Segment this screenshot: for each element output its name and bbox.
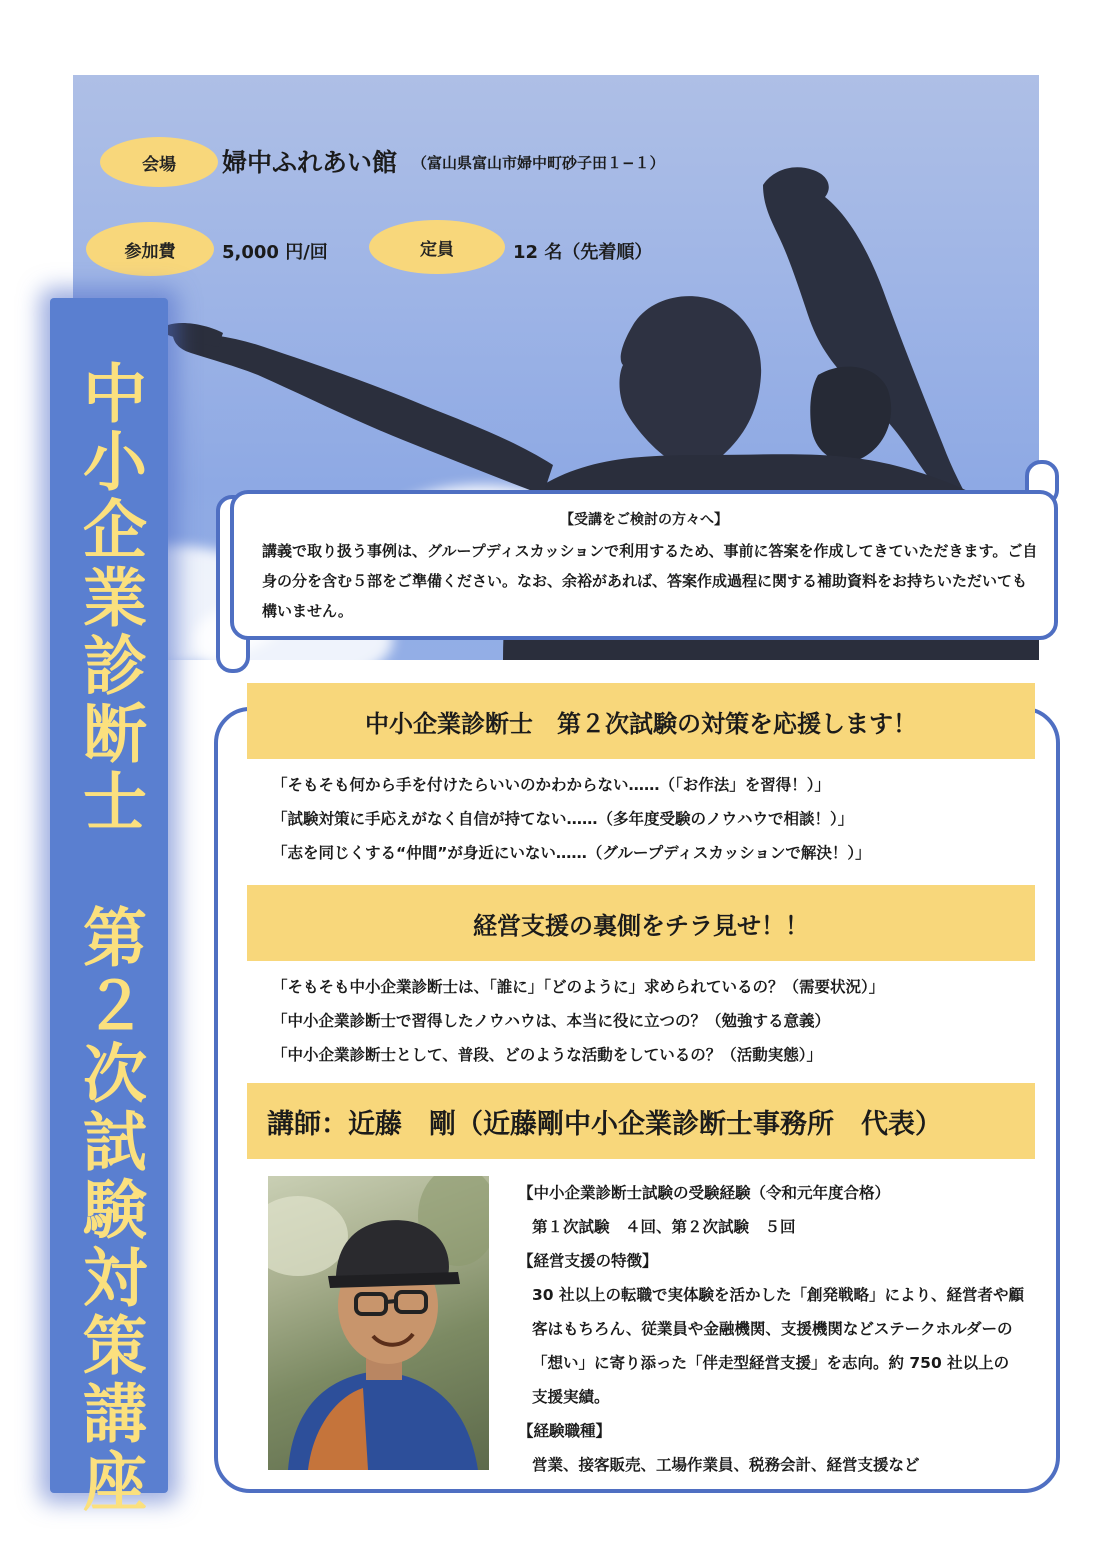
job-experience-heading: 【経験職種】 [518,1422,612,1440]
list-item: 「中小企業診断士として、普段、どのような活動をしているの？（活動実態）」 [272,1046,822,1064]
venue-label: 会場 [142,154,176,175]
list-item: 「そもそも何から手を付けたらいいのかわからない……（「お作法」を習得！）」 [272,776,831,794]
portrait-illustration [268,1176,489,1470]
exam-experience-body: 第１次試験 ４回、第２次試験 ５回 [532,1218,796,1236]
fee-label: 参加費 [124,241,176,262]
venue-label-pill [100,137,218,187]
capacity-value: 12 名（先着順） [513,242,653,263]
capacity-label: 定員 [420,239,454,260]
capacity-label-pill [369,220,505,274]
section2-title-text: 経営支援の裏側をチラ見せ！！ [473,911,809,940]
exam-experience-heading: 【中小企業診断士試験の受験経験（令和元年度合格） [518,1184,891,1202]
section1-title [247,683,1035,759]
fee-label-pill [86,222,214,276]
list-item: 「試験対策に手応えがなく自信が持てない……（多年度受験のノウハウで相談！）」 [272,810,854,828]
instructor-profile [518,1176,1024,1482]
venue-address: （富山県富山市婦中町砂子田１−１） [412,154,665,172]
list-item: 「志を同じくする“仲間”が身近にいない……（グループディスカッションで解決！）」 [272,844,871,862]
section1-list [272,768,871,870]
section2-title [247,885,1035,961]
venue-name: 婦中ふれあい館 [222,148,398,177]
section1-title-text: 中小企業診断士 第２次試験の対策を応援します！ [365,709,917,738]
support-features-body: 30 社以上の転職で実体験を活かした「創発戦略」により、経営者や顧客はもちろん、従業員や金融機関、支援機関などステークホルダーの「想い」に寄り添った「伴走型経営支援」を志向。約 750 社以上の支援実績。 [532,1286,1024,1406]
list-item: 「そもそも中小企業診断士は、「誰に」「どのように」求められているの？（需要状況）」 [272,978,885,996]
fee-value: 5,000 円/回 [222,242,328,263]
job-experience-body: 営業、接客販売、工場作業員、税務会計、経営支援など [532,1456,920,1474]
notice-heading: 【受講をご検討の方々へ】 [560,512,728,528]
course-title: 中小企業診断士 第２次試験対策講座 [72,360,146,1516]
section2-list [272,970,884,1072]
instructor-photo [268,1176,489,1470]
vertical-title-banner [50,298,168,1516]
instructor-title-text: 講師：近藤 剛（近藤剛中小企業診断士事務所 代表） [267,1108,942,1140]
notice-body: 講義で取り扱う事例は、グループディスカッションで利用するため、事前に答案を作成してきていただきます。ご自身の分を含む５部をご準備ください。なお、余裕があれば、答案作成過程に関する補助資料をお持ちいただいても構いません。 [262,542,1038,620]
list-item: 「中小企業診断士で習得したノウハウは、本当に役に立つの？（勉強する意義） [272,1012,831,1030]
support-features-heading: 【経営支援の特徴】 [518,1252,658,1270]
instructor-title [247,1083,1035,1159]
